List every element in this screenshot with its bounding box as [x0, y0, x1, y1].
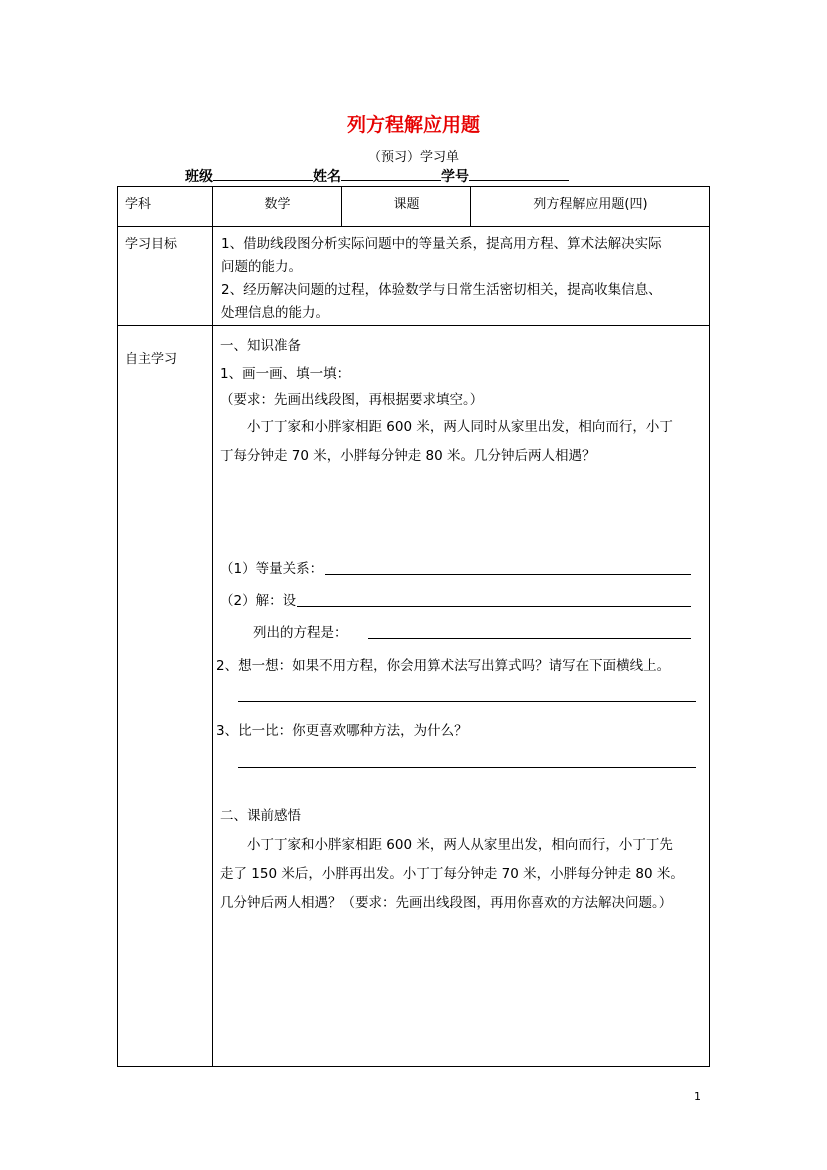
number-blank[interactable]: [469, 166, 569, 181]
section2-text-3: 几分钟后两人相遇？（要求：先画出线段图，再用你喜欢的方法解决问题。）: [220, 895, 673, 911]
page-number: 1: [694, 1090, 701, 1103]
goals-label: 学习目标: [118, 227, 213, 326]
section2-text-1: 小丁丁家和小胖家相距 600 米，两人从家里出发，相向而行，小丁丁先: [247, 837, 673, 853]
name-label: 姓名: [313, 169, 341, 185]
worksheet-table: [117, 186, 710, 1067]
goal-line: 问题的能力。: [221, 259, 302, 275]
blank2-label: （2）解：设: [220, 593, 297, 609]
self-study-label: 自主学习: [118, 326, 213, 1067]
section2-text-2: 走了 150 米后，小胖再出发。小丁丁每分钟走 70 米，小胖每分钟走 80 米。: [220, 866, 684, 882]
class-label: 班级: [185, 169, 213, 185]
question2: 2、想一想：如果不用方程，你会用算术法写出算式吗？请写在下面横线上。: [216, 658, 671, 674]
number-label: 学号: [441, 169, 469, 185]
self-study-cell: [213, 326, 710, 1067]
student-info-row: [185, 166, 569, 186]
section2-heading: 二、课前感悟: [220, 808, 301, 824]
blank1-label: （1）等量关系：: [220, 561, 324, 577]
self-study-row: [118, 326, 710, 1067]
goal-line: 处理信息的能力。: [221, 305, 329, 321]
topic-label: 课题: [342, 187, 471, 227]
name-blank[interactable]: [341, 166, 441, 181]
equal-relation-blank[interactable]: [325, 573, 691, 575]
goals-cell: [213, 227, 710, 326]
arithmetic-answer-line[interactable]: [238, 700, 696, 702]
question1-requirement: （要求：先画出线段图，再根据要求填空。）: [220, 392, 484, 408]
question1-text-1: 小丁丁家和小胖家相距 600 米，两人同时从家里出发，相向而行，小丁: [247, 419, 673, 435]
question1-text-2: 丁每分钟走 70 米，小胖每分钟走 80 米。几分钟后两人相遇？: [220, 448, 596, 464]
subject-value: 数学: [213, 187, 342, 227]
section1-heading: 一、知识准备: [220, 338, 301, 354]
goal-line: 2、经历解决问题的过程，体验数学与日常生活密切相关，提高收集信息、: [221, 282, 662, 298]
question1: 1、画一画、填一填：: [220, 366, 351, 382]
class-blank[interactable]: [213, 166, 313, 181]
question3: 3、比一比：你更喜欢哪种方法，为什么？: [216, 723, 468, 739]
subject-label: 学科: [118, 187, 213, 227]
document-subtitle: （预习）学习单: [367, 150, 459, 165]
blank3-label: 列出的方程是：: [253, 625, 348, 641]
header-row: [118, 187, 710, 227]
document-title: 列方程解应用题: [346, 114, 480, 136]
let-variable-blank[interactable]: [297, 605, 691, 607]
goal-line: 1、借助线段图分析实际问题中的等量关系，提高用方程、算术法解决实际: [221, 236, 662, 252]
topic-value: 列方程解应用题(四): [471, 187, 710, 227]
equation-blank[interactable]: [368, 637, 691, 639]
goals-row: [118, 227, 710, 326]
preference-answer-line[interactable]: [238, 766, 696, 768]
